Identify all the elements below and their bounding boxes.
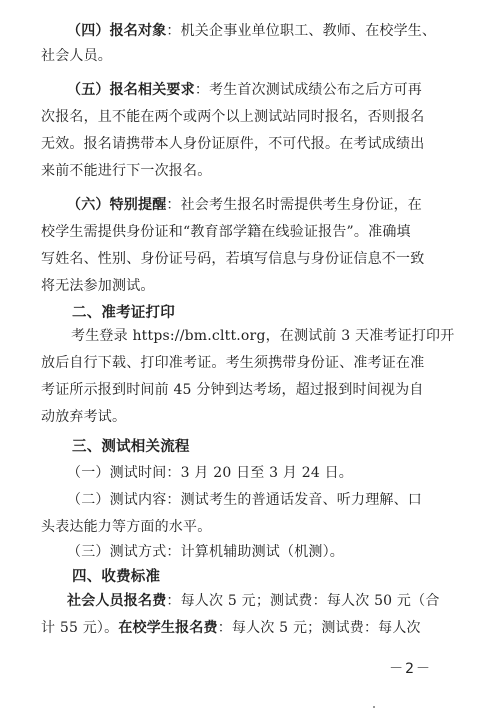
process-line-2 [67,490,422,510]
admission-line-4: 动放弃考试。 [41,409,127,425]
section-5-line-2: 次报名，且不能在两个或两个以上测试站同时报名，否则报名 [41,109,425,125]
section-6-line-1 [67,195,422,215]
process-method-text: 计算机辅助测试（机测）。 [180,544,345,560]
fees-total-text: 计 55 元）。 [41,620,119,636]
process-line-4 [67,542,344,562]
process-line-1 [67,463,353,483]
section-4-line-2: 社会人员。 [41,48,112,64]
section-6-line-3: 写姓名、性别、身份证号码，若填写信息与身份证信息不一致 [41,251,425,267]
section-6-line-2: 校学生需提供身份证和“教育部学籍在线验证报告”。准确填 [41,224,411,240]
section-5-line-1 [67,80,422,100]
fees-student-text: ：每人次 5 元；测试费：每人次 [217,620,421,636]
fees-line-1 [67,591,440,611]
fees-public-label: 社会人员报名费 [67,593,167,609]
section-6-line-4: 将无法参加测试。 [41,278,155,294]
section-4-line-1 [67,21,436,41]
process-content-text: 测试考生的普通话发音、听力理解、口 [180,492,423,508]
process-method-label: （三）测试方式： [67,544,181,560]
section-5-text: ：考生首次测试成绩公布之后方可再 [194,82,423,98]
scan-speck [373,706,375,708]
section-4-text: ：机关企事业单位职工、教师、在校学生、 [166,23,437,39]
fees-line-2 [41,618,421,638]
fees-student-label: 在校学生报名费 [118,620,218,636]
section-4-label: （四）报名对象 [67,23,167,39]
process-time-text: 3 月 20 日至 3 月 24 日。 [180,465,354,481]
heading-admission-ticket: 二、准考证打印 [72,305,175,321]
section-6-text: ：社会考生报名时需提供考生身份证，在 [166,197,423,213]
process-content-label: （二）测试内容： [67,492,181,508]
admission-line-2: 放后自行下载、打印准考证。考生须携带身份证、准考证在准 [41,355,425,371]
process-line-3: 头表达能力等方面的水平。 [41,519,212,535]
page-number: －2－ [389,661,432,677]
admission-line-3: 考证所示报到时间前 45 分钟到达考场，超过报到时间视为自 [41,382,424,398]
section-6-label: （六）特别提醒 [67,197,167,213]
admission-line-1: 考生登录 https://bm.cltt.org，在测试前 3 天准考证打印开 [71,328,455,344]
process-time-label: （一）测试时间： [67,465,181,481]
section-5-line-4: 来前不能进行下一次报名。 [41,163,212,179]
section-5-label: （五）报名相关要求 [67,82,195,98]
section-5-line-3: 无效。报名请携带本人身份证原件，不可代报。在考试成绩出 [41,136,425,152]
fees-public-text: ：每人次 5 元；测试费：每人次 50 元（合 [166,593,440,609]
heading-test-process: 三、测试相关流程 [72,439,190,455]
heading-fees: 四、收费标准 [72,569,161,585]
